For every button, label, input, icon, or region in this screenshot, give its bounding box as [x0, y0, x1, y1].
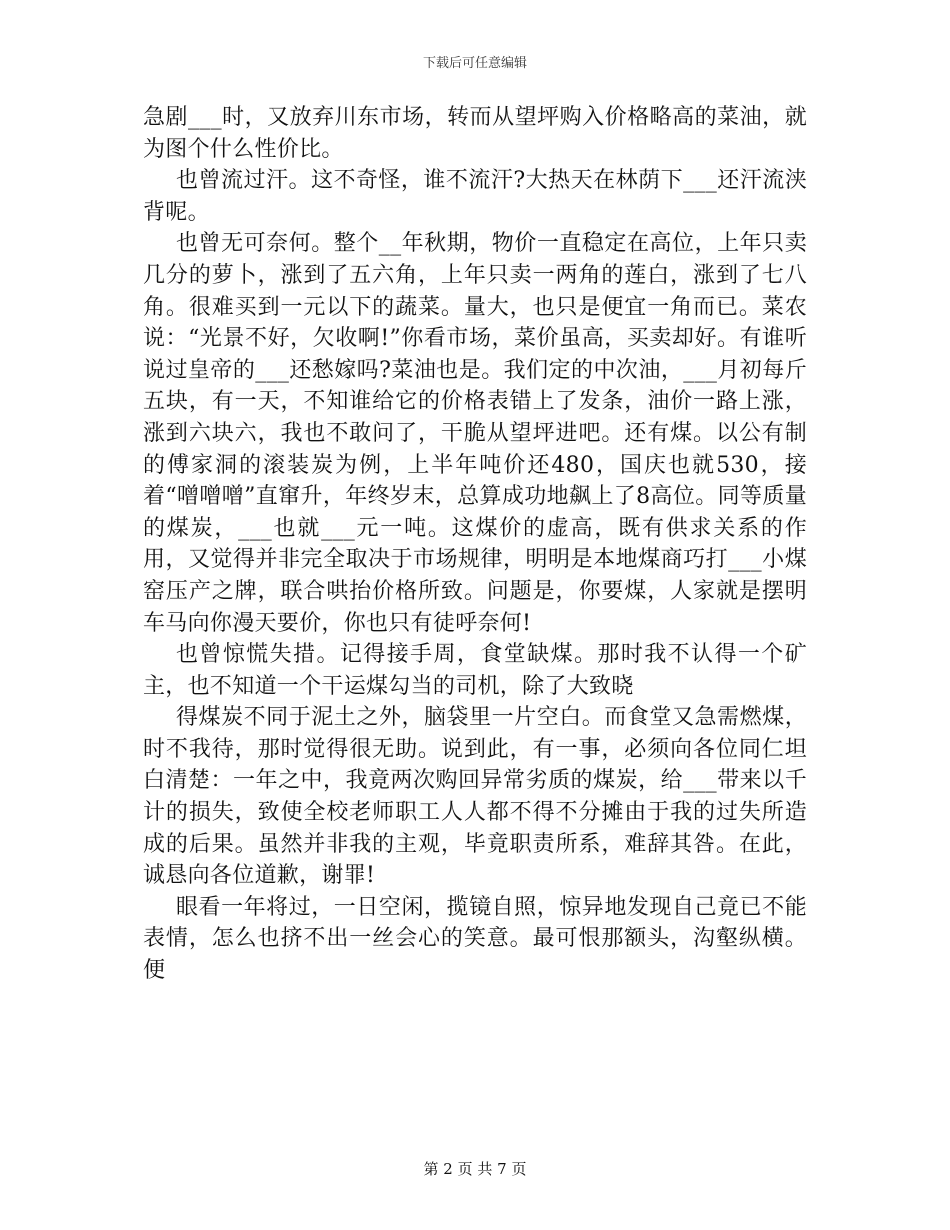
paragraph-2: 也曾流过汗。这不奇怪，谁不流汗?大热天在林荫下___还汗流浃背呢。 — [143, 168, 807, 225]
paragraph-5: 得煤炭不同于泥土之外，脑袋里一片空白。而食堂又急需燃煤，时不我待，那时觉得很无助。说到此，有一事，必须向各位同仁坦白清楚：一年之中，我竟两次购回异常劣质的煤炭，给___带来以千计的损失，致使全校老师职工人人都不得不分摊由于我的过失所造成的后果。虽然并非我的主观，毕竟职责所系，难辞其咎。在此，诚恳向各位道歉，谢罪! — [143, 705, 807, 889]
paragraph-4: 也曾惊慌失措。记得接手周，食堂缺煤。那时我不认得一个矿主，也不知道一个干运煤勾当的司机，除了大致晓 — [143, 642, 807, 699]
paragraph-3: 也曾无可奈何。整个__年秋期，物价一直稳定在高位，上年只卖几分的萝卜，涨到了五六角，上年只卖一两角的莲白，涨到了七八角。很难买到一元以下的蔬菜。量大，也只是便宜一角而已。菜农说：“光景不好，欠收啊!”你看市场，菜价虽高，买卖却好。有谁听说过皇帝的___还愁嫁吗?菜油也是。我们定的中次油，___月初每斤五块，有一天，不知谁给它的价格表错上了发条，油价一路上涨，涨到六块六，我也不敢问了，干脆从望坪进吧。还有煤。以公有制的傅家洞的滚装炭为例，上半年吨价还480，国庆也就530，接着“噌噌噌”直窜升，年终岁末，总算成功地飙上了8高位。同等质量的煤炭，___也就___元一吨。这煤价的虚高，既有供求关系的作用，又觉得并非完全取决于市场规律，明明是本地煤商巧打___小煤窑压产之牌，联合哄抬价格所致。问题是，你要煤，人家就是摆明车马向你漫天要价，你也只有徒呼奈何! — [143, 231, 807, 636]
page-number-footer: 第 2 页 共 7 页 — [423, 1160, 527, 1178]
document-body — [143, 102, 807, 987]
paragraph-6: 眼看一年将过，一日空闲，揽镜自照，惊异地发现自己竟已不能表情，怎么也挤不出一丝会心的笑意。最可恨那额头，沟壑纵横。便 — [143, 894, 807, 984]
paragraph-1: 急剧___时，又放弃川东市场，转而从望坪购入价格略高的菜油，就为图个什么性价比。 — [143, 105, 807, 162]
page-header: 下载后可任意编辑 — [422, 56, 527, 71]
